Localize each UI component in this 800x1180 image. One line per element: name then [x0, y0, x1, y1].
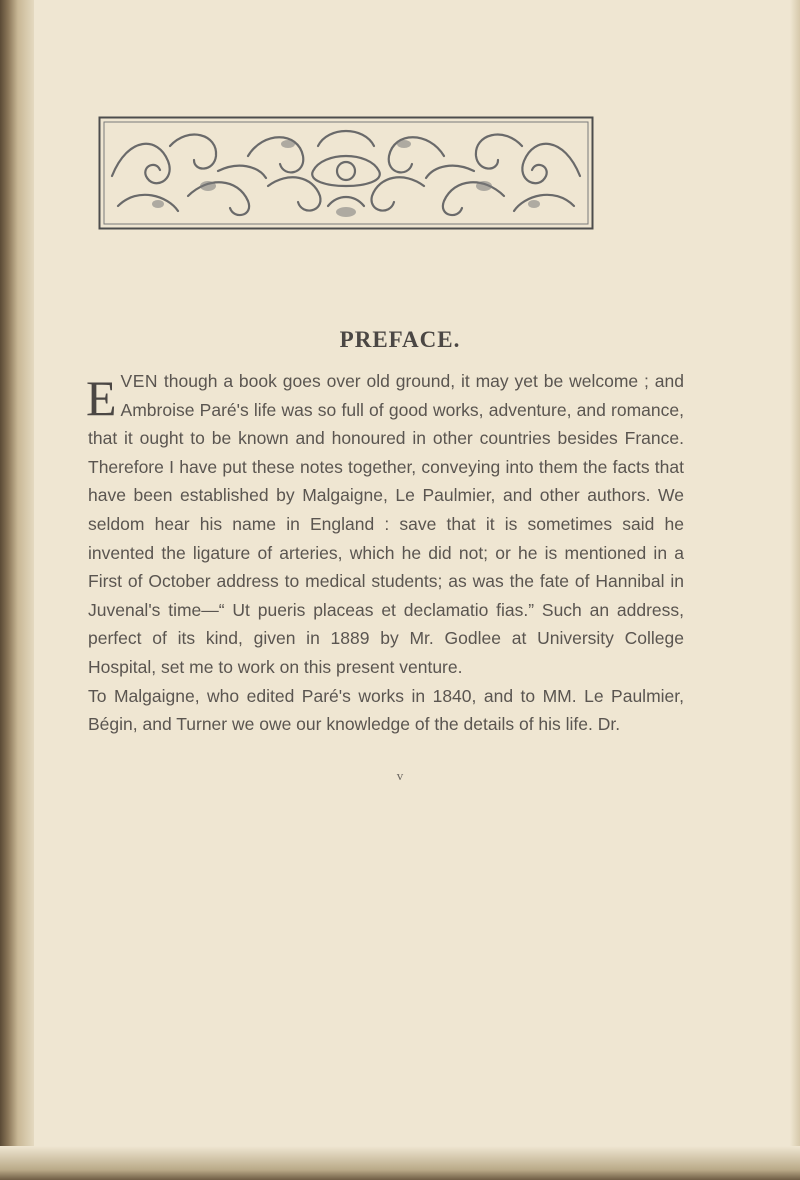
paragraph: To Malgaigne, who edited Paré's works in 1840, and to MM. Le Paulmier, Bégin, and Turner we owe our knowledge of the details of his life. Dr.	[88, 685, 684, 735]
paragraph-text: though a book goes over old ground, it may yet be welcome ; and Ambroise Paré's life was so full of good works, adventure, and romance, that it ought to be known and honoured in other countries besides France. Therefore I have put these notes together, conveying into them the facts that have been established by Malgaigne, Le Paulmier, and other authors. We seldom hear his name in England : save that it is sometimes said he invented the ligature of arteries, which he did not; or he is mentioned in a First of October address to medical students; as was the fate of Hannibal in Juvenal's time—“ Ut pueris placeas et declamatio fias.” Such an address, perfect of its kind, given in 1889 by Mr. Godlee at University College Hospital, set me to work on this present venture.	[88, 371, 684, 677]
page-title: PREFACE.	[339, 327, 461, 352]
floral-scroll-ornament-icon	[98, 116, 594, 230]
first-word-small-caps: VEN	[120, 371, 159, 391]
paragraph	[88, 367, 684, 682]
page-number: v	[396, 768, 404, 783]
drop-cap: E	[86, 370, 117, 426]
page-right-edge	[790, 0, 800, 1180]
book-spine-shadow	[0, 0, 34, 1180]
body-text	[88, 367, 684, 739]
page-bottom-edge	[0, 1146, 800, 1180]
